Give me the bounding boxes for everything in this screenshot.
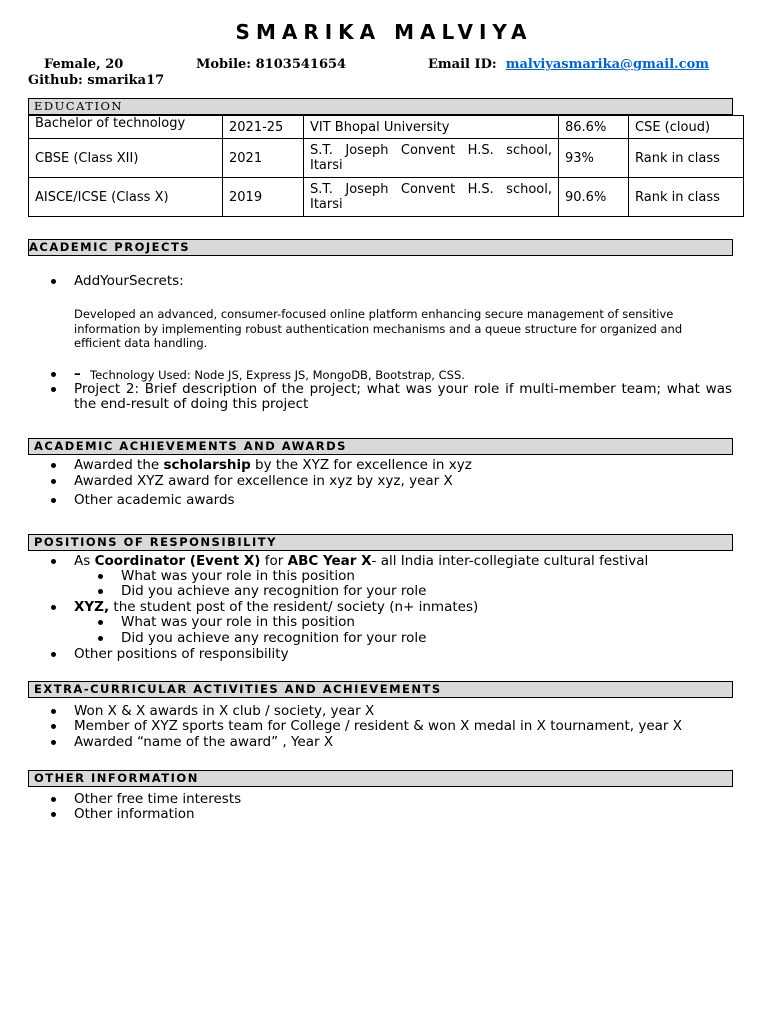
bullet-icon — [51, 605, 56, 610]
gender-age: Female, 20 — [44, 57, 124, 72]
position-1-as: As — [74, 553, 95, 569]
table-cell: 90.6% — [559, 178, 629, 217]
section-extra-title: EXTRA-CURRICULAR ACTIVITIES AND ACHIEVEMENTS — [28, 681, 733, 698]
table-cell: Rank in class — [629, 139, 744, 178]
table-row — [29, 178, 744, 217]
project-1-dash: – — [74, 366, 81, 382]
position-1-for: for — [260, 553, 288, 569]
position-1-org: ABC Year X — [287, 553, 372, 569]
table-cell: VIT Bhopal University — [304, 116, 559, 139]
project-1-title: AddYourSecrets: — [74, 273, 184, 289]
position-1-sub-1: What was your role in this position — [121, 568, 355, 584]
section-other-title: OTHER INFORMATION — [28, 770, 733, 787]
bullet-icon — [51, 812, 56, 817]
bullet-icon — [51, 279, 56, 284]
extra-1: Won X & X awards in X club / society, year X — [74, 703, 375, 719]
project-2-description: Project 2: Brief description of the project; what was your role if multi-member team; what was the end-result of doing this project — [74, 381, 732, 412]
award-1-bold: scholarship — [163, 457, 251, 473]
other-2: Other information — [74, 806, 195, 822]
github-label: Github: — [28, 73, 83, 88]
award-1-pre: Awarded the — [74, 457, 164, 473]
section-projects-title: ACADEMIC PROJECTS — [28, 239, 733, 256]
extra-2: Member of XYZ sports team for College / resident & won X medal in X tournament, year X — [74, 718, 682, 734]
table-row — [29, 116, 744, 139]
extra-3: Awarded “name of the award” , Year X — [74, 734, 334, 750]
position-1-event: (Event X) — [185, 553, 261, 569]
table-cell: 2021 — [223, 139, 304, 178]
position-1 — [74, 554, 648, 569]
table-cell: AISCE/ICSE (Class X) — [29, 178, 223, 217]
bullet-icon — [98, 589, 103, 594]
bullet-icon — [51, 387, 56, 392]
education-table — [28, 115, 744, 217]
table-cell: Bachelor of technology — [29, 116, 223, 139]
other-1: Other free time interests — [74, 791, 242, 807]
email-link[interactable]: malviyasmarika@gmail.com — [505, 57, 710, 72]
award-2: Awarded XYZ award for excellence in xyz by xyz, year X — [74, 473, 453, 489]
mobile-label: Mobile: — [196, 57, 252, 72]
bullet-icon — [51, 709, 56, 714]
position-3: Other positions of responsibility — [74, 646, 289, 662]
project-1-description: Developed an advanced, consumer-focused online platform enhancing secure management of sensitive information by implementing robust authentication mechanisms and a queue structure for organized and efficient data handling. — [74, 307, 683, 350]
award-1 — [74, 458, 472, 473]
position-1-sub-2: Did you achieve any recognition for your role — [121, 583, 427, 599]
mobile-number: 8103541654 — [255, 57, 347, 72]
position-2-rest: the student post of the resident/ society (n+ inmates) — [109, 599, 479, 615]
table-cell: 2021-25 — [223, 116, 304, 139]
position-2-sub-1: What was your role in this position — [121, 614, 355, 630]
table-cell: 93% — [559, 139, 629, 178]
table-cell: 86.6% — [559, 116, 629, 139]
bullet-icon — [51, 559, 56, 564]
bullet-icon — [51, 740, 56, 745]
bullet-icon — [51, 463, 56, 468]
bullet-icon — [51, 724, 56, 729]
table-row — [29, 139, 744, 178]
bullet-icon — [98, 620, 103, 625]
bullet-icon — [98, 574, 103, 579]
position-1-role: Coordinator — [94, 553, 186, 569]
section-awards-title: ACADEMIC ACHIEVEMENTS AND AWARDS — [28, 438, 733, 455]
table-cell: 2019 — [223, 178, 304, 217]
bullet-icon — [51, 372, 56, 377]
table-cell: CBSE (Class XII) — [29, 139, 223, 178]
bullet-icon — [98, 636, 103, 641]
project-1-tech: Technology Used: Node JS, Express JS, MongoDB, Bootstrap, CSS. — [90, 368, 465, 382]
table-cell: S.T. Joseph Convent H.S. school, Itarsi — [304, 139, 559, 178]
award-3: Other academic awards — [74, 492, 235, 508]
table-cell: S.T. Joseph Convent H.S. school, Itarsi — [304, 178, 559, 217]
email-label: Email ID: — [428, 57, 497, 72]
section-positions-title: POSITIONS OF RESPONSIBILITY — [28, 534, 733, 551]
bullet-icon — [51, 652, 56, 657]
bullet-icon — [51, 498, 56, 503]
candidate-name: SMARIKA MALVIYA — [235, 20, 533, 44]
mobile-line — [196, 57, 346, 72]
position-2-bold: XYZ, — [74, 599, 110, 615]
award-1-post: by the XYZ for excellence in xyz — [250, 457, 472, 473]
github-handle: smarika17 — [87, 73, 165, 88]
position-1-rest: - all India inter-collegiate cultural festival — [371, 553, 649, 569]
table-cell: Rank in class — [629, 178, 744, 217]
email-line — [428, 57, 709, 72]
github-line — [28, 73, 164, 88]
table-cell: CSE (cloud) — [629, 116, 744, 139]
section-education-title: EDUCATION — [28, 98, 733, 115]
bullet-icon — [51, 479, 56, 484]
position-2 — [74, 600, 478, 615]
bullet-icon — [51, 797, 56, 802]
position-2-sub-2: Did you achieve any recognition for your role — [121, 630, 427, 646]
